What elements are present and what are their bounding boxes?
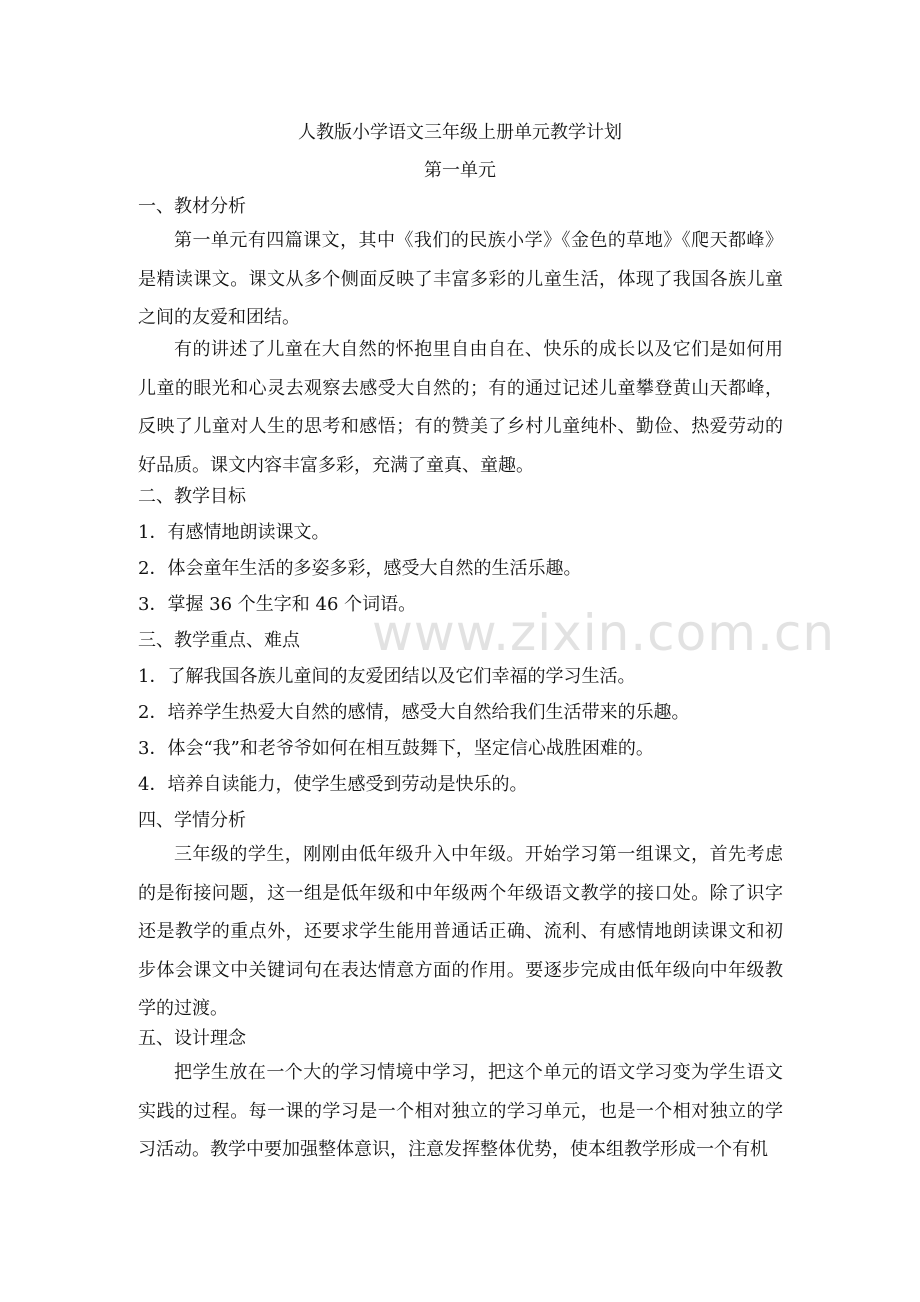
list-item: 3．掌握 36 个生字和 46 个词语。 [138,594,417,615]
paragraph: 第一单元有四篇课文，其中《我们的民族小学》《金色的草地》《爬天都峰》是精读课文。课文从多个侧面反映了丰富多彩的儿童生活，体现了我国各族儿童之间的友爱和团结。 [138,230,783,328]
watermark: www.zixin.com.cn [372,604,836,662]
section-heading: 一、教材分析 [138,196,246,217]
section-heading: 四、学情分析 [138,810,246,831]
list-item: 1．有感情地朗读课文。 [138,522,330,543]
document-title: 人教版小学语文三年级上册单元教学计划 [298,122,622,143]
paragraph: 三年级的学生，刚刚由低年级升入中年级。开始学习第一组课文，首先考虑的是衔接问题，这一组是低年级和中年级两个年级语文教学的接口处。除了识字还是教学的重点外，还要求学生能用普通话正确、流利、有感情地朗读课文和初步体会课文中关键词句在表达情意方面的作用。要逐步完成由低年级向中年级教学的过渡。 [138,844,783,1019]
list-item: 1．了解我国各族儿童间的友爱团结以及它们幸福的学习生活。 [138,666,636,687]
list-item: 2．培养学生热爱大自然的感情，感受大自然给我们生活带来的乐趣。 [138,702,690,723]
section-heading: 二、教学目标 [138,486,246,507]
section-heading: 五、设计理念 [138,1028,246,1049]
paragraph: 有的讲述了儿童在大自然的怀抱里自由自在、快乐的成长以及它们是如何用儿童的眼光和心灵去观察去感受大自然的；有的通过记述儿童攀登黄山天都峰，反映了儿童对人生的思考和感悟；有的赞美了乡村儿童纯朴、勤俭、热爱劳动的好品质。课文内容丰富多彩，充满了童真、童趣。 [138,339,783,476]
list-item: 2．体会童年生活的多姿多彩，感受大自然的生活乐趣。 [138,558,582,579]
unit-title: 第一单元 [424,160,496,181]
paragraph: 把学生放在一个大的学习情境中学习，把这个单元的语文学习变为学生语文实践的过程。每一课的学习是一个相对独立的学习单元，也是一个相对独立的学习活动。教学中要加强整体意识，注意发挥整体优势，使本组教学形成一个有机 [138,1062,783,1160]
list-item: 4．培养自读能力，使学生感受到劳动是快乐的。 [138,774,528,795]
section-heading: 三、教学重点、难点 [138,630,300,651]
list-item: 3．体会“我”和老爷爷如何在相互鼓舞下，坚定信心战胜困难的。 [138,738,654,759]
